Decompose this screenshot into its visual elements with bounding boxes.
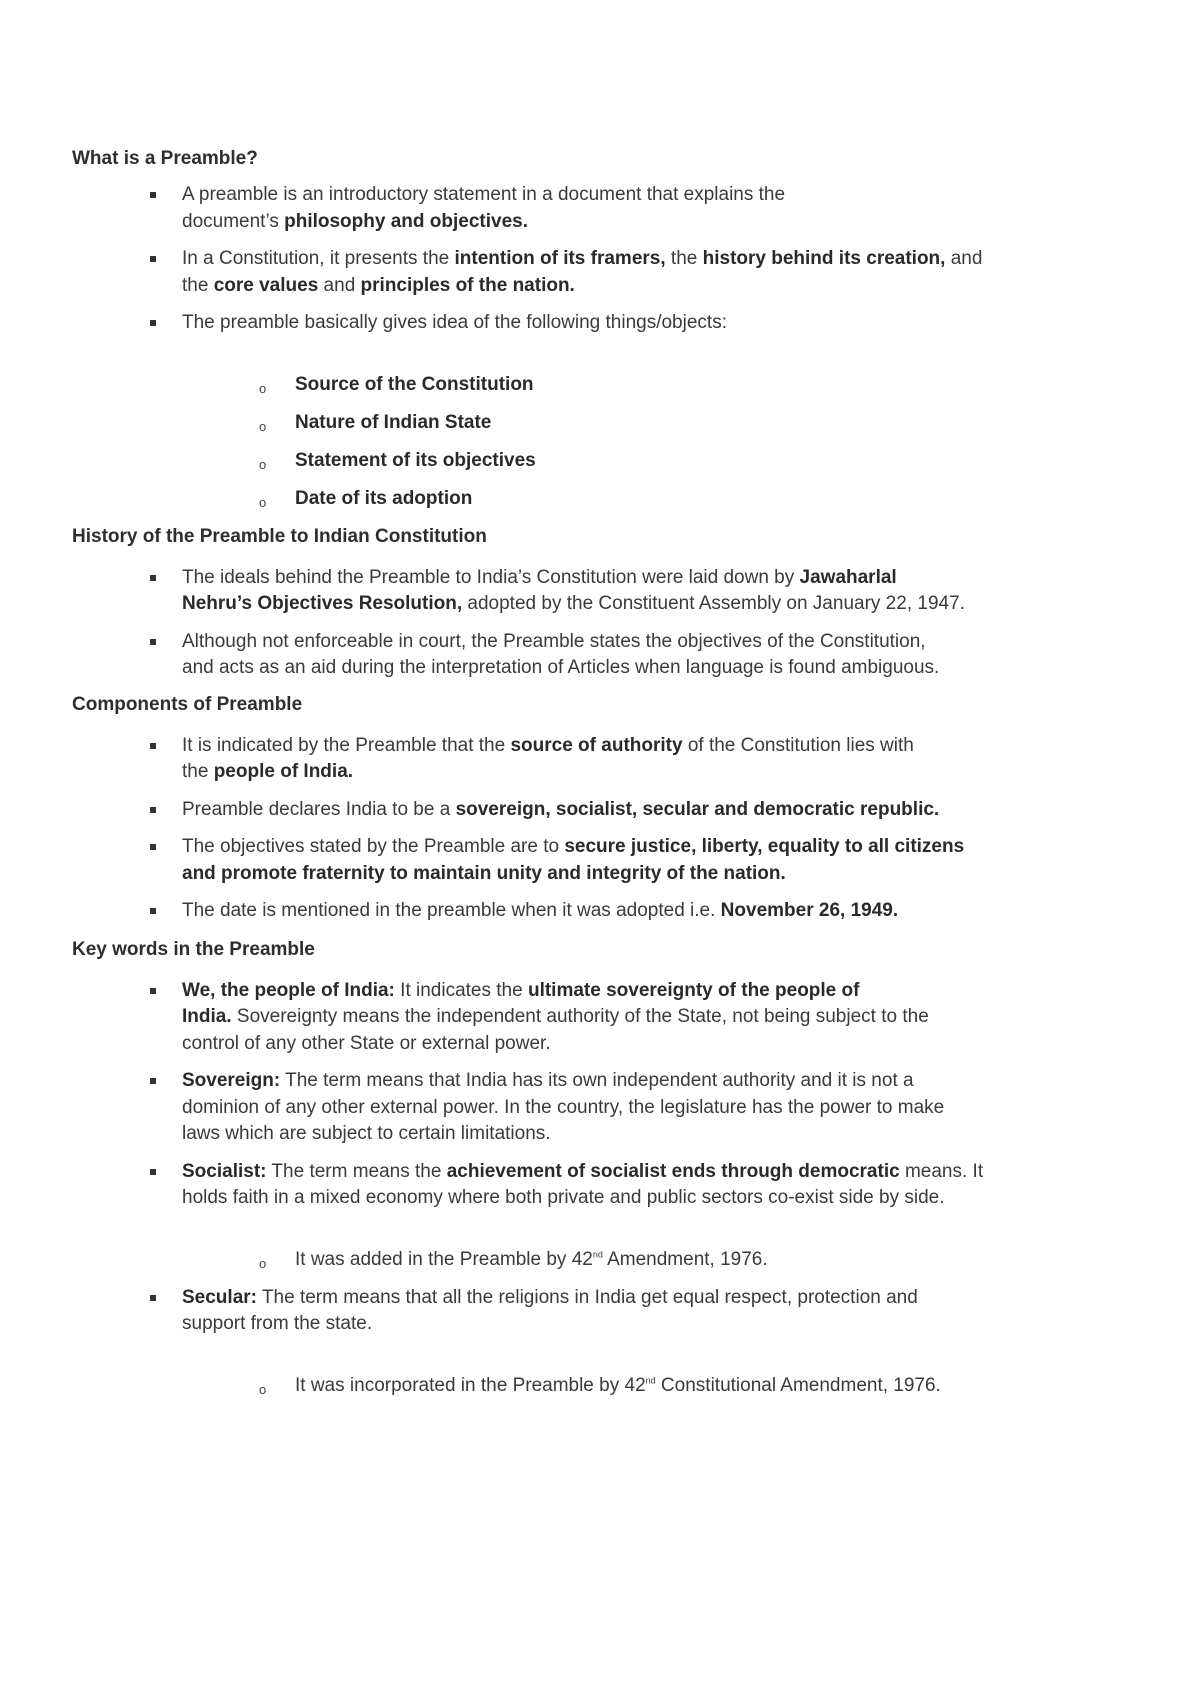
circle-bullet-icon: o (259, 380, 267, 396)
bullet-list (72, 565, 1140, 682)
sub-item: o It was incorporated in the Preamble by 42nd Constitutional Amendment, 1976. (72, 1373, 1140, 1399)
bullet-item: It is indicated by the Preamble that the source of authority of the Constitution lies with the people of India. (72, 733, 1140, 786)
square-bullet-icon (150, 1295, 156, 1301)
circle-bullet-icon: o (259, 418, 267, 434)
sub-item: o Statement of its objectives (72, 448, 1140, 474)
bullet-item: In a Constitution, it presents the intention of its framers, the history behind its creation, and the core values and principles of the nation. (72, 246, 1140, 299)
square-bullet-icon (150, 908, 156, 914)
bullet-item: We, the people of India: It indicates the ultimate sovereignty of the people of India. Sovereignty means the independent authority of the State, not being subject to the control of any other State or external power. (72, 978, 1140, 1058)
section-heading-key-words: Key words in the Preamble (72, 938, 315, 960)
square-bullet-icon (150, 320, 156, 326)
sub-item: o It was added in the Preamble by 42nd Amendment, 1976. (72, 1247, 1140, 1273)
bullet-item: The objectives stated by the Preamble are to secure justice, liberty, equality to all citizens and promote fraternity to maintain unity and integrity of the nation. (72, 834, 1140, 887)
bullet-item: Secular: The term means that all the religions in India get equal respect, protection and support from the state. (72, 1285, 1140, 1338)
square-bullet-icon (150, 256, 156, 262)
bullet-item: Preamble declares India to be a sovereign, socialist, secular and democratic republic. (72, 797, 1140, 824)
square-bullet-icon (150, 807, 156, 813)
bullet-item: The ideals behind the Preamble to India’s Constitution were laid down by Jawaharlal Nehru’s Objectives Resolution, adopted by the Constituent Assembly on January 22, 1947. (72, 565, 1140, 618)
bullet-item: A preamble is an introductory statement in a document that explains the document’s philosophy and objectives. (72, 182, 1140, 235)
circle-bullet-icon: o (259, 494, 267, 510)
bullet-list (72, 733, 1140, 925)
sub-item: o Source of the Constitution (72, 372, 1140, 398)
square-bullet-icon (150, 1078, 156, 1084)
bullet-list (72, 182, 1140, 337)
circle-bullet-icon: o (259, 456, 267, 472)
bullet-list (72, 978, 1140, 1212)
section-heading-what-is-preamble: What is a Preamble? (72, 148, 258, 169)
sub-item: o Nature of Indian State (72, 410, 1140, 436)
square-bullet-icon (150, 192, 156, 198)
square-bullet-icon (150, 1169, 156, 1175)
section-heading-history: History of the Preamble to Indian Constitution (72, 525, 487, 547)
sub-list (72, 1373, 1140, 1399)
circle-bullet-icon: o (259, 1381, 267, 1397)
bullet-list (72, 1285, 1140, 1338)
square-bullet-icon (150, 639, 156, 645)
square-bullet-icon (150, 743, 156, 749)
bullet-item: Socialist: The term means the achievement of socialist ends through democratic means. It holds faith in a mixed economy where both private and public sectors co-exist side by side. (72, 1159, 1140, 1212)
bullet-item: The preamble basically gives idea of the following things/objects: (72, 310, 1140, 337)
circle-bullet-icon: o (259, 1255, 267, 1271)
square-bullet-icon (150, 988, 156, 994)
square-bullet-icon (150, 844, 156, 850)
bullet-item: Sovereign: The term means that India has its own independent authority and it is not a dominion of any other external power. In the country, the legislature has the power to make laws which are subject to certain limitations. (72, 1068, 1140, 1148)
section-heading-components: Components of Preamble (72, 693, 303, 715)
sub-item: o Date of its adoption (72, 486, 1140, 512)
square-bullet-icon (150, 575, 156, 581)
bullet-item: Although not enforceable in court, the Preamble states the objectives of the Constitution, and acts as an aid during the interpretation of Articles when language is found ambiguous. (72, 629, 1140, 682)
sub-list (72, 372, 1140, 512)
bullet-item: The date is mentioned in the preamble when it was adopted i.e. November 26, 1949. (72, 898, 1140, 925)
sub-list (72, 1247, 1140, 1273)
